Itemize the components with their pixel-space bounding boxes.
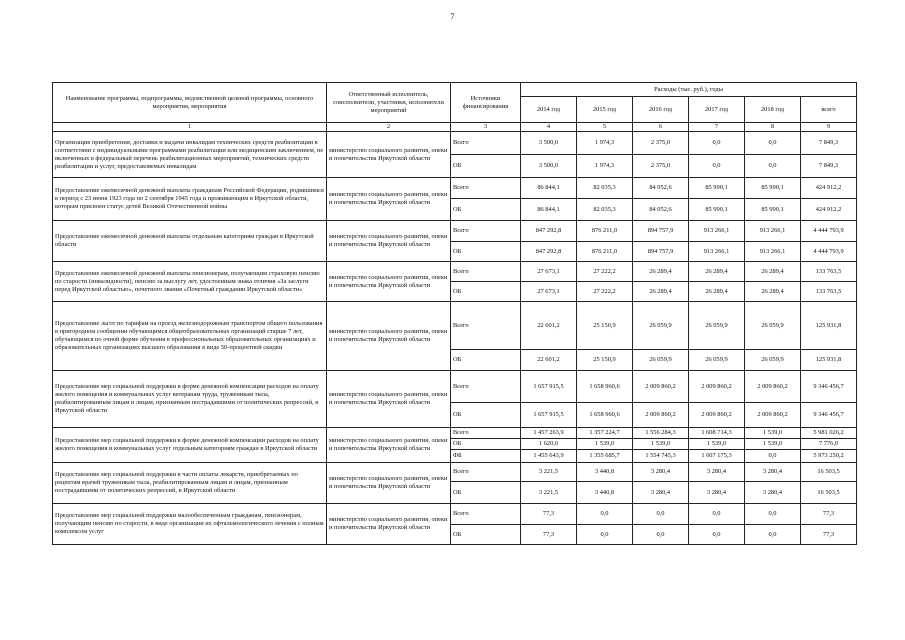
total-value: 7 849,3 [801,155,857,178]
funding-source: Всего [451,302,521,350]
total-value: 424 912,2 [801,178,857,199]
year-value: 0,0 [577,525,633,545]
year-value: 2 009 860,2 [745,371,801,403]
responsible-executor: министерство социального развития, опеки и попечительства Иркутской области [327,221,451,262]
year-value: 82 035,3 [577,199,633,221]
year-value: 3 440,8 [577,482,633,504]
year-value: 913 266,1 [745,242,801,262]
funding-source: ОБ [451,439,521,450]
funding-source: ФБ [451,450,521,463]
funding-source: ОБ [451,155,521,178]
table-row [53,371,857,403]
year-value: 1 658 960,6 [577,403,633,428]
year-value: 3 221,5 [521,463,577,482]
total-value: 16 503,5 [801,463,857,482]
total-value: 7 849,3 [801,132,857,155]
activity-name: Предоставление льгот по тарифам на проезд железнодорожным транспортом общего пользования в пригородном сообщении обучающимся общеобразовательных организаций старше 7 лет, обучающимся по очной форме обучения в профессиональных образовательных организациях и образовательных организациях высшего образования в виде 50-процентной скидки [53,302,327,371]
table-row [53,302,857,350]
total-value: 16 503,5 [801,482,857,504]
year-value: 3 280,4 [745,482,801,504]
year-value: 0,0 [745,155,801,178]
year-value: 25 150,9 [577,302,633,350]
year-value: 2 009 860,2 [689,403,745,428]
responsible-executor: министерство социального развития, опеки и попечительства Иркутской области [327,132,451,178]
funding-source: Всего [451,178,521,199]
total-value: 4 444 793,9 [801,221,857,242]
year-value: 27 673,1 [521,262,577,282]
year-value: 26 059,9 [633,350,689,371]
year-value: 0,0 [745,504,801,525]
funding-source: Всего [451,504,521,525]
year-value: 2 375,0 [633,155,689,178]
year-value: 2 009 860,2 [745,403,801,428]
year-value: 3 280,4 [689,482,745,504]
year-value: 913 266,1 [689,221,745,242]
responsible-executor: министерство социального развития, опеки и попечительства Иркутской области [327,178,451,221]
table-row [53,221,857,242]
total-value: 77,3 [801,525,857,545]
header-year-2018: 2018 год [745,97,801,123]
year-value: 2 375,0 [633,132,689,155]
year-value: 27 222,2 [577,262,633,282]
year-value: 1 556 284,3 [633,428,689,439]
header-name: Наименование программы, подпрограммы, ведомственной целевой программы, основного мероприятия, мероприятия [53,83,327,123]
total-value: 77,3 [801,504,857,525]
funding-source: Всего [451,221,521,242]
year-value: 3 280,4 [745,463,801,482]
year-value: 0,0 [689,155,745,178]
funding-source: ОБ [451,199,521,221]
year-value: 85 990,1 [689,178,745,199]
table-row [53,428,857,439]
responsible-executor: министерство социального развития, опеки и попечительства Иркутской области [327,504,451,545]
activity-name: Предоставление ежемесячной денежной выплаты гражданам Российской Федерации, родившимся в период с 23 июня 1923 года по 2 сентября 1945 года и проживающим в Иркутской области, которым присвоен статус детей Великой Отечественной войны [53,178,327,221]
funding-source: Всего [451,132,521,155]
year-value: 1 457 263,9 [521,428,577,439]
column-index: 8 [745,123,801,132]
table-row [53,463,857,482]
year-value: 1 455 643,9 [521,450,577,463]
funding-source: ОБ [451,403,521,428]
year-value: 22 601,2 [521,302,577,350]
header-total: всего [801,97,857,123]
year-value: 894 757,9 [633,242,689,262]
year-value: 3 280,4 [633,463,689,482]
year-value: 1 355 685,7 [577,450,633,463]
page-number: 7 [450,12,455,21]
funding-source: ОБ [451,525,521,545]
table-row [53,178,857,199]
total-value: 4 444 793,9 [801,242,857,262]
year-value: 1 608 714,3 [689,428,745,439]
total-value: 5 981 026,2 [801,428,857,439]
column-index: 9 [801,123,857,132]
year-value: 27 673,1 [521,282,577,302]
year-value: 3 500,0 [521,155,577,178]
year-value: 1 657 915,5 [521,371,577,403]
year-value: 85 990,1 [745,199,801,221]
activity-name: Предоставление мер социальной поддержки в форме денежной компенсации расходов на оплату жилого помещения и коммунальных услуг отдельным категориям граждан в Иркутской области [53,428,327,463]
year-value: 894 757,9 [633,221,689,242]
total-value: 133 763,5 [801,282,857,302]
year-value: 0,0 [633,525,689,545]
year-value: 3 280,4 [633,482,689,504]
column-index: 6 [633,123,689,132]
year-value: 84 052,6 [633,199,689,221]
year-value: 3 500,0 [521,132,577,155]
year-value: 2 009 860,2 [689,371,745,403]
year-value: 1 539,0 [633,439,689,450]
year-value: 1 607 175,3 [689,450,745,463]
year-value: 2 009 860,2 [633,403,689,428]
column-index: 2 [327,123,451,132]
funding-source: ОБ [451,282,521,302]
year-value: 1 974,3 [577,132,633,155]
total-value: 424 912,2 [801,199,857,221]
total-value: 9 346 456,7 [801,371,857,403]
column-index: 7 [689,123,745,132]
year-value: 77,3 [521,525,577,545]
expenses-table [52,82,857,545]
funding-source: ОБ [451,242,521,262]
total-value: 125 931,8 [801,302,857,350]
activity-name: Предоставление мер социальной поддержки в форме денежной компенсации расходов на оплату жилого помещения и коммунальных услуг ветеранам труда, труженикам тыла, реабилитированным лицам и лицам, признанным пострадавшими от политических репрессий, в Иркутской области [53,371,327,428]
funding-source: ОБ [451,350,521,371]
total-value: 5 973 250,2 [801,450,857,463]
year-value: 876 211,0 [577,242,633,262]
year-value: 26 059,9 [689,302,745,350]
activity-name: Предоставление мер социальной поддержки в части оплаты лекарств, приобретаемых по рецептам врачей труженикам тыла, реабилитированным лицам и лицам, признанным пострадавшими от политических репрессий, в Иркутской области [53,463,327,504]
year-value: 847 292,8 [521,242,577,262]
year-value: 26 059,9 [745,302,801,350]
year-value: 86 844,1 [521,199,577,221]
year-value: 876 211,0 [577,221,633,242]
year-value: 0,0 [745,132,801,155]
activity-name: Предоставление ежемесячной денежной выплаты пенсионерам, получающим страховую пенсию по старости (инвалидности), пенсию за выслугу лет, удостоенным знака отличия «За заслуги перед Иркутской областью», почетного звания «Почетный гражданин Иркутской области» [53,262,327,302]
year-value: 1 620,0 [521,439,577,450]
year-value: 26 289,4 [745,262,801,282]
year-value: 27 222,2 [577,282,633,302]
responsible-executor: министерство социального развития, опеки и попечительства Иркутской области [327,262,451,302]
table-body [53,132,857,545]
header-year-2015: 2015 год [577,97,633,123]
total-value: 9 346 456,7 [801,403,857,428]
year-value: 0,0 [577,504,633,525]
responsible-executor: министерство социального развития, опеки и попечительства Иркутской области [327,371,451,428]
column-index: 4 [521,123,577,132]
year-value: 847 292,8 [521,221,577,242]
year-value: 0,0 [745,525,801,545]
funding-source: Всего [451,428,521,439]
year-value: 26 059,9 [633,302,689,350]
column-index: 3 [451,123,521,132]
activity-name: Организация приобретения, доставки и выдачи инвалидам технических средств реабилитации в соответствии с индивидуальными программами реабилитации или медицинским заключением, не включенных в федеральный перечень реабилитационных мероприятий, технических средств реабилитации и услуг, предоставляемых инвалидам [53,132,327,178]
year-value: 0,0 [689,504,745,525]
activity-name: Предоставление мер социальной поддержки малообеспеченным гражданам, пенсионерам, получающим пенсию по старости, в виде организации их офтальмологического лечения с полным комплексом услуг [53,504,327,545]
header-responsible: Ответственный исполнитель, соисполнители, участники, исполнители мероприятий [327,83,451,123]
responsible-executor: министерство социального развития, опеки и попечительства Иркутской области [327,463,451,504]
header-sources: Источники финансирования [451,83,521,123]
column-index: 5 [577,123,633,132]
year-value: 0,0 [633,504,689,525]
year-value: 3 440,8 [577,463,633,482]
total-value: 125 931,8 [801,350,857,371]
year-value: 26 289,4 [689,262,745,282]
year-value: 77,3 [521,504,577,525]
year-value: 1 974,3 [577,155,633,178]
year-value: 1 539,0 [689,439,745,450]
year-value: 0,0 [745,450,801,463]
year-value: 85 990,1 [689,199,745,221]
year-value: 1 658 960,6 [577,371,633,403]
table-row [53,132,857,155]
year-value: 25 150,9 [577,350,633,371]
year-value: 26 059,9 [689,350,745,371]
year-value: 0,0 [689,525,745,545]
responsible-executor: министерство социального развития, опеки и попечительства Иркутской области [327,302,451,371]
year-value: 3 221,5 [521,482,577,504]
year-value: 22 601,2 [521,350,577,371]
header-expenses: Расходы (тыс. руб.), годы [521,83,857,97]
funding-source: Всего [451,262,521,282]
year-value: 1 539,0 [577,439,633,450]
year-value: 913 266,1 [745,221,801,242]
year-value: 84 052,6 [633,178,689,199]
year-value: 2 009 860,2 [633,371,689,403]
year-value: 85 990,1 [745,178,801,199]
year-value: 1 539,0 [745,439,801,450]
total-value: 7 776,0 [801,439,857,450]
year-value: 26 059,9 [745,350,801,371]
year-value: 86 844,1 [521,178,577,199]
year-value: 913 266,1 [689,242,745,262]
year-value: 0,0 [689,132,745,155]
column-index: 1 [53,123,327,132]
header-year-2016: 2016 год [633,97,689,123]
year-value: 82 035,3 [577,178,633,199]
year-value: 26 289,4 [745,282,801,302]
header-year-2017: 2017 год [689,97,745,123]
funding-source: Всего [451,371,521,403]
table-row [53,504,857,525]
column-index-row [53,123,857,132]
header-year-2014: 2014 год [521,97,577,123]
funding-source: ОБ [451,482,521,504]
year-value: 26 289,4 [633,282,689,302]
activity-name: Предоставление ежемесячной денежной выплаты отдельным категориям граждан в Иркутской области [53,221,327,262]
year-value: 1 554 745,3 [633,450,689,463]
year-value: 1 539,0 [745,428,801,439]
year-value: 26 289,4 [633,262,689,282]
funding-source: Всего [451,463,521,482]
year-value: 1 657 915,5 [521,403,577,428]
year-value: 1 357 224,7 [577,428,633,439]
total-value: 133 763,5 [801,262,857,282]
table-row [53,262,857,282]
responsible-executor: министерство социального развития, опеки и попечительства Иркутской области [327,428,451,463]
year-value: 3 280,4 [689,463,745,482]
year-value: 26 289,4 [689,282,745,302]
